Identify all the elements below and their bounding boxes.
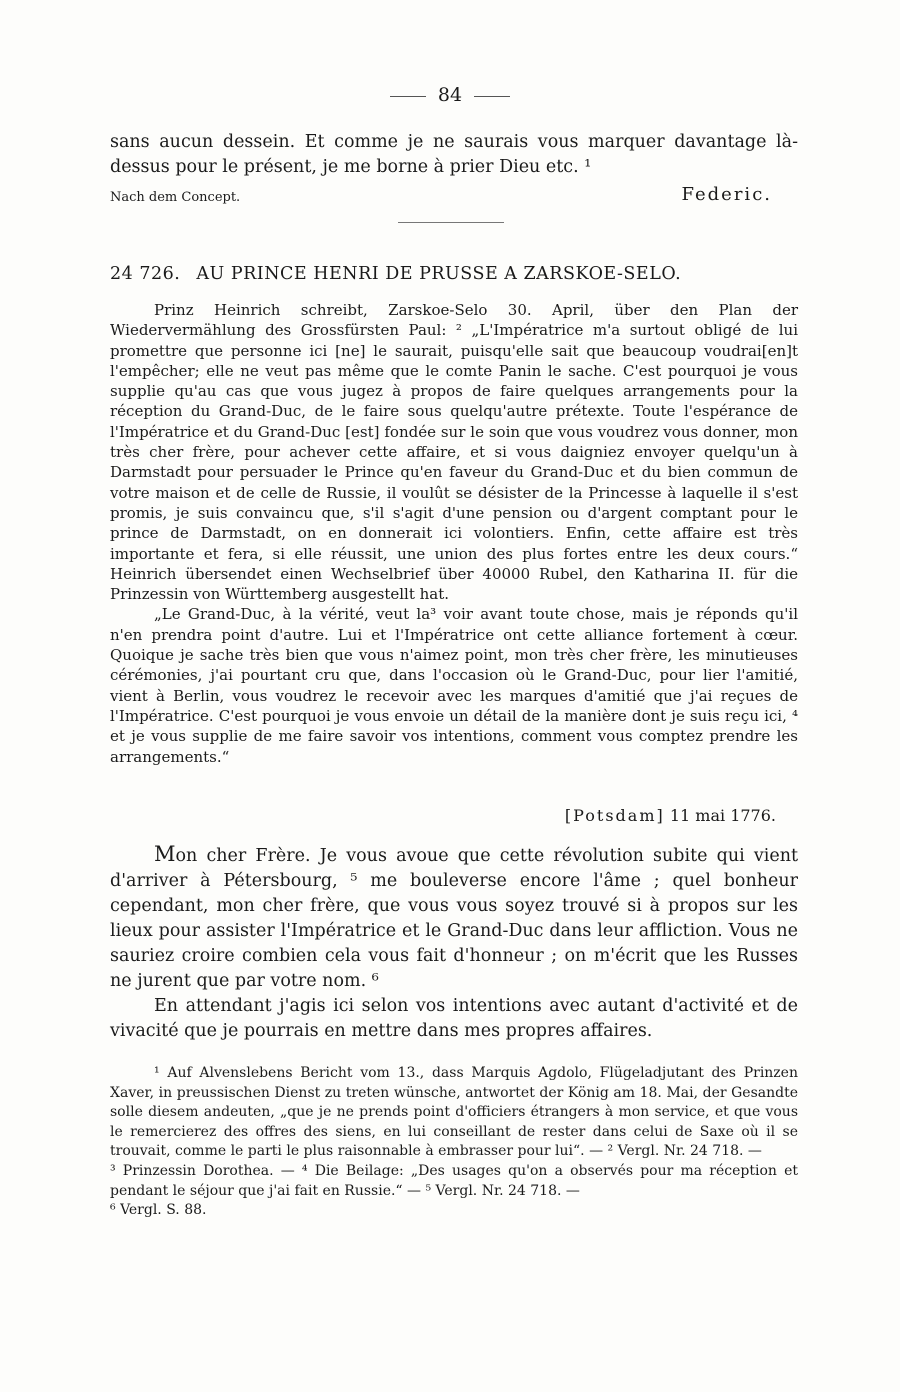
footnote-3: ⁶ Vergl. S. 88. bbox=[110, 1202, 207, 1219]
footnote-1: ¹ Auf Alvenslebens Bericht vom 13., dass Marquis Agdolo, Flügeladjutant des Prinzen Xaver, in preussischen Dienst zu treten wünsche, antwortet der König am 18. Mai, der Gesandte solle diesem andeuten, „que je ne prends point d'officiers étrangers à mon service, et que vous le remercierez des offres des siens, en lui conseillant de rester dans celui de Saxe où il se trouvait, comme le parti le plus raisonnable à embrasser pour lui“. — ² Vergl. Nr. 24 718. — bbox=[110, 1065, 798, 1160]
footnotes bbox=[110, 1064, 798, 1221]
previous-letter-text: sans aucun dessein. Et comme je ne saurais vous marquer davantage là-dessus pour le présent, je me borne à prier Dieu etc. ¹ bbox=[110, 132, 798, 177]
letter-date: 11 mai 1776. bbox=[669, 806, 776, 825]
signature: Federic. bbox=[681, 184, 772, 205]
previous-letter-footer bbox=[110, 184, 798, 212]
body-paragraph-2: En attendant j'agis ici selon vos intentions avec autant d'activité et de vivacité que je pourrais en mettre dans mes propres affaires. bbox=[110, 996, 798, 1041]
letter-dateline bbox=[110, 806, 798, 825]
source-note: Nach dem Concept. bbox=[110, 190, 241, 205]
intro-paragraph-2: „Le Grand-Duc, à la vérité, veut la³ voir avant toute chose, mais je réponds qu'il n'en prendra point d'autre. Lui et l'Impératrice ont cette alliance fortement à cœur. Quoique je sache très bien que vous n'aimez point, mon très cher frère, les minutieuses cérémonies, j'ai pourtant cru que, dans l'occasion où le Grand-Duc, pour lier l'amitié, vient à Berlin, vous voudrez le recevoir avec les marques d'amitié que j'ai reçues de l'Impératrice. C'est pourquoi je vous envoie un détail de la manière dont je suis reçu ici, ⁴ et je vous supplie de me faire savoir vos intentions, comment vous comptez prendre les arrangements.“ bbox=[110, 605, 798, 766]
body-paragraph-1 bbox=[110, 842, 798, 994]
letter-body bbox=[110, 842, 798, 1044]
page-number: 84 bbox=[437, 84, 463, 106]
body-initial: M bbox=[154, 842, 176, 866]
letter-number: 24 726. bbox=[110, 264, 181, 284]
footnote-2: ³ Prinzessin Dorothea. — ⁴ Die Beilage: „Des usages qu'on a observés pour ma réception et pendant le séjour que j'ai fait en Russie.“ — ⁵ Vergl. Nr. 24 718. — bbox=[110, 1162, 798, 1199]
body-paragraph-1-text: on cher Frère. Je vous avoue que cette révolution subite qui vient d'arriver à Pétersbourg, ⁵ me bouleverse encore l'âme ; quel bonheur cependant, mon cher frère, que vous vous soyez trouvé si à propos sur les lieux pour assister l'Impératrice et le Grand-Duc dans leur affliction. Vous ne sauriez croire combien cela vous fait d'honneur ; on m'écrit que les Russes ne jurent que par votre nom. ⁶ bbox=[110, 846, 798, 991]
previous-letter-ending bbox=[110, 130, 798, 180]
section-separator bbox=[398, 222, 504, 223]
intro-paragraph-1: Prinz Heinrich schreibt, Zarskoe-Selo 30. April, über den Plan der Wiedervermählung des Grossfürsten Paul: ² „L'Impératrice m'a surtout obligé de lui promettre que personne ici [ne] le saurait, puisqu'elle sait que beaucoup voudrai[en]t l'empêcher; elle ne veut pas même que le comte Panin le sache. C'est pourquoi je vous supplie qu'au cas que vous jugez à propos de faire quelques arrangements pour la réception du Grand-Duc, de le faire sous quelqu'autre prétexte. Toute l'espérance de l'Impératrice et du Grand-Duc [est] fondée sur le soin que vous voudrez vous donner, mon très cher frère, pour achever cette affaire, et si vous daigniez envoyer quelqu'un à Darmstadt pour persuader le Prince qu'en faveur du Grand-Duc et du bien commun de votre maison et de celle de Russie, il voulût se désister de la Princesse à laquelle il s'est promis, je suis convaincu que, s'il s'agit d'une pension ou d'argent comptant pour le prince de Darmstadt, on en donnerait ici volontiers. Enfin, cette affaire est très importante et fera, si elle réussit, une union des plus fortes entre les deux cours.“ Heinrich übersendet einen Wechselbrief über 40000 Rubel, den Katharina II. für die Prinzessin von Württemberg ausgestellt hat. bbox=[110, 301, 798, 604]
page-number-row bbox=[0, 84, 900, 106]
letter-introduction bbox=[110, 300, 798, 767]
letter-header bbox=[110, 264, 798, 284]
page-number-dash-left bbox=[390, 96, 426, 97]
page-number-dash-right bbox=[474, 96, 510, 97]
letter-title: AU PRINCE HENRI DE PRUSSE A ZARSKOE-SELO. bbox=[196, 264, 682, 284]
letter-place: [Potsdam] bbox=[564, 806, 665, 825]
